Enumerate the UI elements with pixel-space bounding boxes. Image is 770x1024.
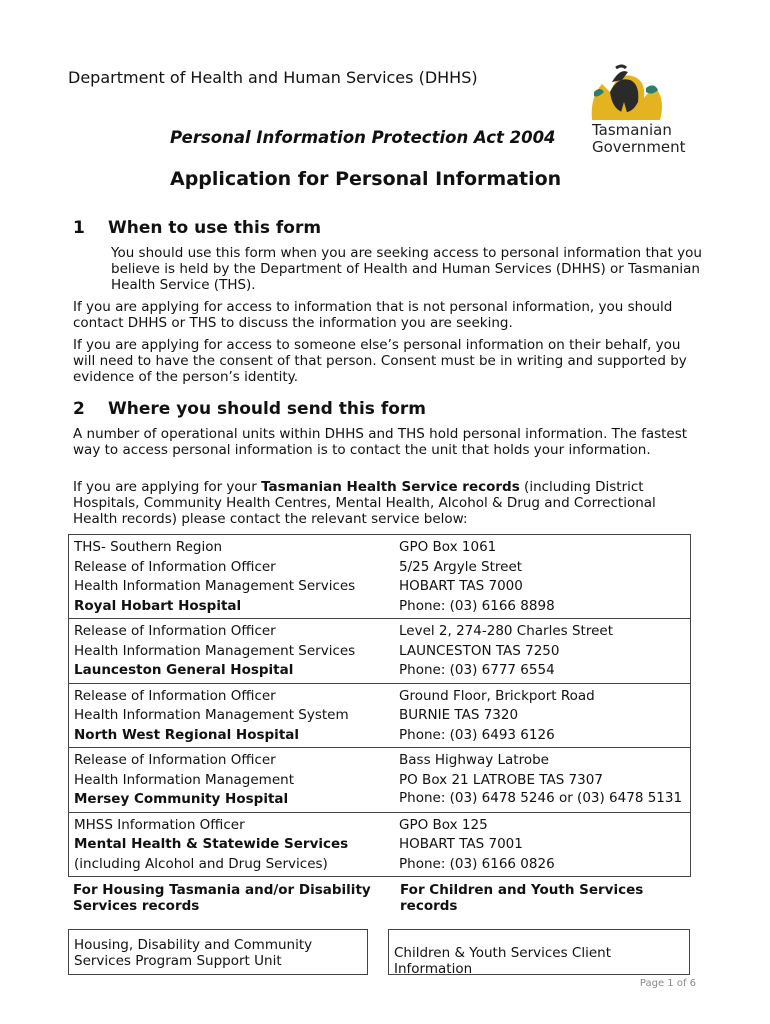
address-line: Ground Floor, Brickport Road	[399, 687, 595, 704]
phone-line: Phone: (03) 6166 0826	[399, 855, 555, 872]
department-name: Department of Health and Human Services (DHHS)	[68, 68, 478, 87]
service-line: Health Information Management	[74, 771, 294, 788]
phone-line: Phone: (03) 6478 5246 or (03) 6478 5131	[399, 790, 683, 806]
address-line: Bass Highway Latrobe	[399, 752, 549, 768]
services-contact-table	[68, 534, 691, 877]
tasmanian-health-service-records-label: Tasmanian Health Service records	[261, 479, 520, 495]
page-number: Page 1 of 6	[639, 978, 696, 989]
phone-line: Phone: (03) 6777 6554	[399, 662, 555, 678]
section-2-heading	[73, 399, 426, 419]
housing-disability-heading: For Housing Tasmania and/or Disability Services records	[73, 882, 371, 914]
form-title: Application for Personal Information	[170, 168, 562, 190]
service-line: (including Alcohol and Drug Services)	[74, 855, 328, 872]
service-line: Health Information Management Services	[74, 578, 356, 594]
table-row	[69, 619, 691, 684]
section-2-paragraph-1: A number of operational units within DHHS and THS hold personal information. The fastest way to access personal information is to contact the unit that holds your information.	[73, 426, 688, 458]
section-number: 2	[73, 399, 85, 419]
service-line: Release of Information Officer	[74, 687, 276, 704]
hospital-name: North West Regional Hospital	[74, 726, 300, 743]
service-address-cell	[394, 619, 691, 684]
address-line: GPO Box 1061	[399, 539, 497, 555]
table-row	[69, 748, 691, 813]
hospital-name: Mersey Community Hospital	[74, 791, 289, 807]
logo-text-line1: Tasmanian	[592, 121, 672, 139]
logo-text-line2: Government	[592, 138, 686, 156]
act-title: Personal Information Protection Act 2004	[170, 128, 556, 147]
address-line: GPO Box 125	[399, 816, 488, 833]
text-run: If you are applying for your	[73, 479, 262, 495]
service-address-cell	[394, 812, 691, 877]
hospital-name: Launceston General Hospital	[74, 662, 294, 678]
address-line: BURNIE TAS 7320	[399, 707, 519, 723]
tasmanian-tiger-emblem-icon	[582, 62, 672, 124]
section-1-paragraph-1: You should use this form when you are seeking access to personal information that you believe is held by the Department of Health and Human Services (DHHS) or Tasmanian Health Service (THS).	[111, 245, 702, 293]
address-line: 5/25 Argyle Street	[399, 558, 523, 575]
address-line: Level 2, 274-280 Charles Street	[399, 623, 614, 639]
service-name: Mental Health & Statewide Services	[74, 836, 349, 852]
text-run: (including District Hospitals, Community Health Centres, Mental Health, Alcohol & Drug and Correctional Health records) please contact the relevant service below:	[73, 479, 656, 527]
section-1-heading	[73, 218, 321, 238]
address-line: HOBART TAS 7000	[399, 578, 523, 594]
service-line: Release of Information Officer	[74, 752, 276, 768]
section-title: Where you should send this form	[108, 399, 427, 419]
table-row	[69, 812, 691, 877]
section-1-paragraph-3: If you are applying for access to someone else’s personal information on their behalf, you will need to have the consent of that person. Consent must be in writing and supported by evidence of the person’s identity.	[73, 337, 687, 385]
service-address-cell	[394, 748, 691, 813]
section-number: 1	[73, 218, 85, 238]
housing-disability-contact-box: Housing, Disability and Community Services Program Support Unit	[68, 929, 368, 975]
service-address-cell	[394, 535, 691, 619]
tasmanian-government-logo	[582, 62, 692, 162]
service-name-cell	[69, 812, 395, 877]
service-line: Release of Information Officer	[74, 623, 276, 639]
address-line: HOBART TAS 7001	[399, 836, 523, 852]
section-1-paragraph-2: If you are applying for access to information that is not personal information, you should contact DHHS or THS to discuss the information you are seeking.	[73, 299, 673, 331]
service-line: Health Information Management Services	[74, 642, 356, 659]
section-2-paragraph-2	[73, 479, 703, 527]
service-name-cell	[69, 619, 395, 684]
children-youth-heading: For Children and Youth Services records	[400, 882, 644, 914]
service-line: THS- Southern Region	[74, 539, 223, 555]
service-name-cell	[69, 535, 395, 619]
address-line: PO Box 21 LATROBE TAS 7307	[399, 771, 603, 788]
children-youth-contact-box: Children & Youth Services Client Information	[388, 929, 690, 975]
service-line: MHSS Information Officer	[74, 816, 245, 833]
phone-line: Phone: (03) 6166 8898	[399, 597, 555, 614]
section-title: When to use this form	[108, 218, 322, 238]
service-line: Health Information Management System	[74, 707, 349, 723]
service-name-cell	[69, 683, 395, 748]
table-row	[69, 535, 691, 619]
table-row	[69, 683, 691, 748]
hospital-name: Royal Hobart Hospital	[74, 597, 242, 614]
service-name-cell	[69, 748, 395, 813]
service-line: Release of Information Officer	[74, 558, 276, 575]
service-address-cell	[394, 683, 691, 748]
phone-line: Phone: (03) 6493 6126	[399, 726, 555, 743]
address-line: LAUNCESTON TAS 7250	[399, 642, 560, 659]
